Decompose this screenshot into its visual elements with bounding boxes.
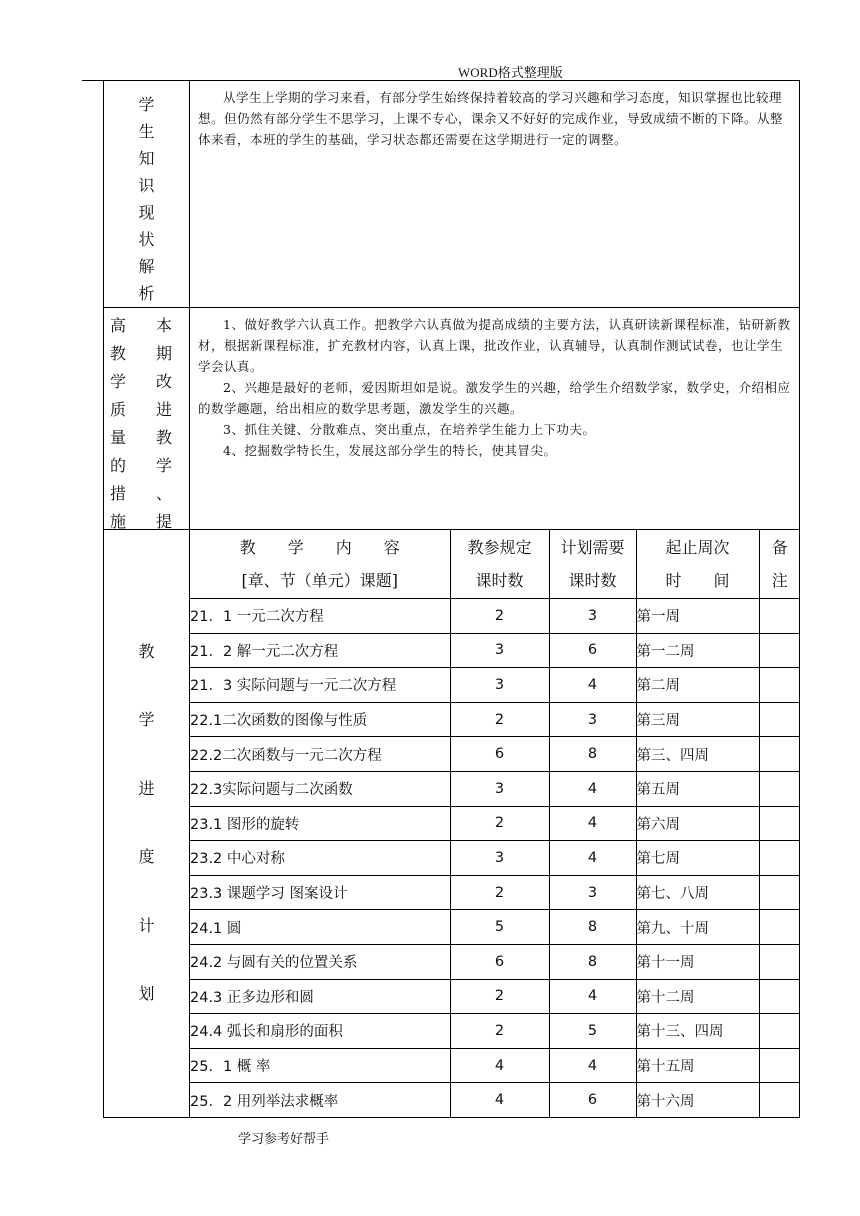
- row-title: 24.3 正多边形和圆: [190, 979, 450, 1014]
- header-planned: [549, 530, 636, 599]
- row-planned-hours: 4: [549, 771, 636, 806]
- row-required-hours: 2: [450, 806, 549, 841]
- schedule-label-char: 划: [138, 984, 155, 1004]
- row-required-hours: 3: [450, 668, 549, 703]
- row-week: 第二周: [636, 668, 759, 703]
- row-title: 22.1二次函数的图像与性质: [190, 702, 450, 737]
- header-required: [450, 530, 549, 599]
- header-content: [190, 530, 450, 599]
- row-title: 24.1 圆: [190, 910, 450, 945]
- schedule-label-char: 教: [138, 641, 155, 661]
- row-required-hours: 5: [450, 910, 549, 945]
- plan-table: [103, 80, 800, 1118]
- row-week: 第六周: [636, 806, 759, 841]
- header-week-line2: 时 间: [665, 571, 730, 590]
- analysis-label-char: 现: [138, 203, 155, 222]
- measures-label-char: 进: [156, 400, 173, 419]
- row-planned-hours: 6: [549, 633, 636, 668]
- row-planned-hours: 3: [549, 599, 636, 634]
- analysis-label-char: 析: [138, 284, 155, 303]
- analysis-text-cell: [190, 81, 800, 308]
- analysis-label-char: 状: [138, 230, 155, 249]
- row-week: 第十三、四周: [636, 1014, 759, 1049]
- measures-label-char: 教: [110, 344, 127, 363]
- row-note: [759, 806, 800, 841]
- analysis-label-char: 生: [138, 122, 155, 141]
- measures-label-char: 学: [156, 456, 173, 475]
- row-required-hours: 2: [450, 875, 549, 910]
- measures-label-char: 教: [156, 428, 173, 447]
- row-required-hours: 3: [450, 841, 549, 876]
- row-title: 22.2二次函数与一元二次方程: [190, 737, 450, 772]
- row-required-hours: 2: [450, 979, 549, 1014]
- page-footer: 学习参考好帮手: [238, 1131, 330, 1146]
- schedule-label-char: 进: [138, 778, 155, 798]
- row-title: 22.3实际问题与二次函数: [190, 771, 450, 806]
- header-note-line1: 备: [771, 538, 788, 557]
- row-title: 21．1 一元二次方程: [190, 599, 450, 634]
- row-planned-hours: 3: [549, 875, 636, 910]
- measure-item: 3、抓住关键、分散难点、突出重点，在培养学生能力上下功夫。: [223, 422, 596, 437]
- row-note: [759, 633, 800, 668]
- measures-label-char: 学: [110, 372, 127, 391]
- schedule-label-char: 度: [138, 847, 155, 867]
- table-row: [190, 599, 800, 634]
- row-planned-hours: 8: [549, 944, 636, 979]
- row-week: 第十一周: [636, 944, 759, 979]
- row-week: 第一周: [636, 599, 759, 634]
- schedule-table: [190, 530, 800, 1117]
- schedule-table-cell: [190, 530, 800, 1118]
- table-row: [190, 841, 800, 876]
- row-planned-hours: 8: [549, 737, 636, 772]
- schedule-header-row: [190, 530, 800, 599]
- row-required-hours: 4: [450, 1083, 549, 1117]
- table-row: [190, 979, 800, 1014]
- row-note: [759, 841, 800, 876]
- measures-label-char: 、: [156, 484, 173, 503]
- measures-row: [104, 308, 800, 530]
- row-note: [759, 979, 800, 1014]
- analysis-text: 从学生上学期的学习来看，有部分学生始终保持着较高的学习兴趣和学习态度，知识掌握也比较理想。但仍然有部分学生不思学习，上课不专心，课余又不好好的完成作业，导致成绩不断的下降。从整体来看，本班的学生的基础，学习状态都还需要在这学期进行一定的调整。: [198, 90, 784, 147]
- measures-label-char: 量: [110, 428, 127, 447]
- measures-label-char: 的: [110, 456, 127, 475]
- row-required-hours: 4: [450, 1048, 549, 1083]
- header-content-line1: 教 学 内 容: [239, 538, 400, 557]
- row-note: [759, 1014, 800, 1049]
- row-week: 第十五周: [636, 1048, 759, 1083]
- header-week-line1: 起止周次: [665, 538, 730, 557]
- measures-label-char: 改: [156, 372, 173, 391]
- row-required-hours: 2: [450, 702, 549, 737]
- row-planned-hours: 4: [549, 668, 636, 703]
- table-row: [190, 910, 800, 945]
- row-week: 第十二周: [636, 979, 759, 1014]
- measure-item: 2、兴趣是最好的老师，爱因斯坦如是说。激发学生的兴趣，给学生介绍数学家，数学史，介绍相应的数学趣题，给出相应的数学思考题，激发学生的兴趣。: [198, 380, 791, 416]
- measures-text-cell: [190, 308, 800, 530]
- row-required-hours: 6: [450, 737, 549, 772]
- table-row: [190, 944, 800, 979]
- row-note: [759, 910, 800, 945]
- row-note: [759, 702, 800, 737]
- row-note: [759, 944, 800, 979]
- measures-label-char: 本: [156, 316, 173, 335]
- row-title: 21．3 实际问题与一元二次方程: [190, 668, 450, 703]
- header-text: WORD格式整理版: [458, 65, 563, 80]
- row-title: 24.2 与圆有关的位置关系: [190, 944, 450, 979]
- row-title: 23.3 课题学习 图案设计: [190, 875, 450, 910]
- row-week: 第十六周: [636, 1083, 759, 1117]
- row-required-hours: 2: [450, 1014, 549, 1049]
- measure-item: 4、挖掘数学特长生，发展这部分学生的特长，使其冒尖。: [223, 443, 557, 458]
- row-planned-hours: 4: [549, 806, 636, 841]
- analysis-label-char: 解: [138, 257, 155, 276]
- measures-label-char: 期: [156, 344, 173, 363]
- row-week: 第三周: [636, 702, 759, 737]
- table-row: [190, 702, 800, 737]
- measures-label-char: 施: [110, 512, 127, 531]
- table-row: [190, 1083, 800, 1117]
- table-row: [190, 875, 800, 910]
- row-week: 第五周: [636, 771, 759, 806]
- row-planned-hours: 3: [549, 702, 636, 737]
- header-planned-line2: 课时数: [568, 571, 617, 590]
- row-note: [759, 599, 800, 634]
- measure-item: 1、做好教学六认真工作。把教学六认真做为提高成绩的主要方法，认真研读新课程标准，钻研新教材，根据新课程标准，扩充教材内容，认真上课，批改作业，认真辅导，认真制作测试试卷，也让学生学会认真。: [198, 317, 791, 374]
- row-planned-hours: 6: [549, 1083, 636, 1117]
- schedule-label: [104, 530, 190, 1118]
- measures-label-col1: [110, 312, 130, 536]
- row-planned-hours: 4: [549, 841, 636, 876]
- measures-label-char: 质: [110, 400, 127, 419]
- header-content-line2: [章、节（单元）课题]: [241, 571, 398, 590]
- analysis-row: [104, 81, 800, 308]
- row-week: 第九、十周: [636, 910, 759, 945]
- measures-label: [104, 308, 190, 530]
- row-required-hours: 6: [450, 944, 549, 979]
- row-title: 25．1 概 率: [190, 1048, 450, 1083]
- header-required-line2: 课时数: [475, 571, 524, 590]
- table-row: [190, 1048, 800, 1083]
- analysis-label-char: 知: [138, 149, 155, 168]
- header-week: [636, 530, 759, 599]
- row-week: 第一二周: [636, 633, 759, 668]
- row-note: [759, 668, 800, 703]
- header-planned-line1: 计划需要: [560, 538, 625, 557]
- row-title: 21．2 解一元二次方程: [190, 633, 450, 668]
- header-note-line2: 注: [771, 571, 788, 590]
- row-note: [759, 875, 800, 910]
- analysis-label: [104, 81, 190, 308]
- table-row: [190, 633, 800, 668]
- table-row: [190, 668, 800, 703]
- row-note: [759, 1083, 800, 1117]
- row-note: [759, 1048, 800, 1083]
- schedule-label-char: 计: [138, 915, 155, 935]
- row-required-hours: 3: [450, 771, 549, 806]
- row-required-hours: 2: [450, 599, 549, 634]
- analysis-label-char: 学: [138, 95, 155, 114]
- row-planned-hours: 4: [549, 979, 636, 1014]
- row-week: 第三、四周: [636, 737, 759, 772]
- row-planned-hours: 8: [549, 910, 636, 945]
- measures-label-col2: [156, 312, 176, 536]
- row-note: [759, 771, 800, 806]
- row-title: 25．2 用列举法求概率: [190, 1083, 450, 1117]
- table-row: [190, 737, 800, 772]
- header-note: [759, 530, 800, 599]
- row-planned-hours: 5: [549, 1014, 636, 1049]
- row-planned-hours: 4: [549, 1048, 636, 1083]
- analysis-label-char: 识: [138, 176, 155, 195]
- schedule-row: [104, 530, 800, 1118]
- row-title: 24.4 弧长和扇形的面积: [190, 1014, 450, 1049]
- measures-label-char: 高: [110, 316, 127, 335]
- header-required-line1: 教参规定: [467, 538, 532, 557]
- table-row: [190, 806, 800, 841]
- measures-label-char: 措: [110, 484, 127, 503]
- schedule-label-char: 学: [138, 710, 155, 730]
- table-row: [190, 1014, 800, 1049]
- row-title: 23.2 中心对称: [190, 841, 450, 876]
- row-week: 第七、八周: [636, 875, 759, 910]
- measures-label-char: 提: [156, 512, 173, 531]
- row-week: 第七周: [636, 841, 759, 876]
- row-title: 23.1 图形的旋转: [190, 806, 450, 841]
- row-required-hours: 3: [450, 633, 549, 668]
- table-row: [190, 771, 800, 806]
- row-note: [759, 737, 800, 772]
